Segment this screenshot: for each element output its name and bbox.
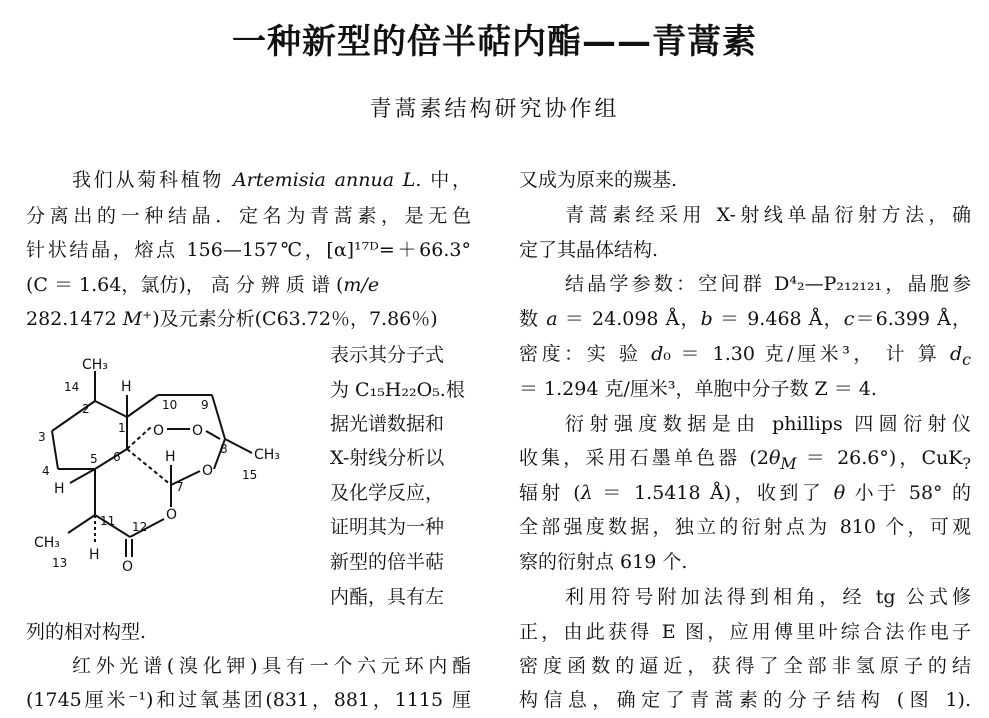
label-n6: 6 (113, 450, 121, 464)
label-n4: 4 (42, 464, 50, 478)
right-line-4: 结晶学参数：空间群 D⁴₂—P₂₁₂₁₂₁，晶胞参 (565, 273, 971, 295)
label-n5: 5 (90, 452, 98, 466)
left-line-5: 282.1472 M⁺)及元素分析(C63.72％，7.86％) (26, 308, 438, 330)
label-h5: H (54, 481, 65, 497)
label-n8: 8 (220, 442, 228, 456)
side-line-2: 为 C₁₅H₂₂O₅.根 (330, 379, 465, 401)
side-line-6: 证明其为一种 (330, 516, 445, 538)
label-h1: H (121, 379, 132, 395)
label-n11: 11 (100, 514, 116, 528)
structure-bonds (52, 371, 252, 557)
side-line-3: 据光谱数据和 (330, 413, 445, 435)
label-ch3-top: CH₃ (82, 357, 108, 373)
label-o-carbonyl: O (122, 559, 134, 575)
right-line-9: 收集，采用石墨单色器 $(2\theta_M = 26.6^\circ)$，CuK$_?$ (519, 447, 972, 473)
right-line-15: 密度函数的逼近，获得了全部非氢原子的结 (519, 655, 971, 677)
left-line-1: 我们从菊科植物 Artemisia annua L. 中， (72, 169, 471, 191)
label-o-a: O (153, 423, 165, 439)
structure-labels (34, 357, 280, 575)
label-n10: 10 (162, 398, 178, 412)
paper-authors: 青蒿素结构研究协作组 (369, 97, 620, 122)
right-line-6: 密度：实 验 d₀ ＝ 1.30 克/厘米³， 计 算 $d_c$ (519, 343, 971, 369)
left-para2-line-1: 红外光谱(溴化钾)具有一个六元环内酯 (72, 655, 471, 677)
label-ch3-left: CH₃ (34, 535, 60, 551)
right-line-2: 青蒿素经采用 X-射线单晶衍射方法，确 (565, 204, 971, 226)
label-o-lactone: O (166, 507, 178, 523)
label-n14: 14 (64, 380, 80, 394)
label-n9: 9 (201, 398, 209, 412)
label-o-ring: O (202, 463, 214, 479)
label-n1: 1 (118, 421, 126, 435)
right-line-11: 全部强度数据，独立的衍射点为 810 个，可观 (519, 516, 971, 538)
label-h11: H (89, 547, 100, 563)
left-line-3: 针状结晶，熔点 156—157℃，[α]¹⁷ᴰ=＋66.3° (26, 239, 471, 261)
right-line-14: 正，由此获得 E 图，应用傅里叶综合法作电子 (519, 621, 971, 643)
left-para2-line-2: (1745厘米⁻¹)和过氧基团(831，881，1115 厘 (26, 689, 471, 711)
label-h7: H (165, 449, 176, 465)
label-n3: 3 (38, 430, 46, 444)
right-line-3: 定了其晶体结构. (519, 239, 659, 261)
paper-title: 一种新型的倍半萜内酯——青蒿素 (232, 22, 757, 62)
label-o-b: O (192, 423, 204, 439)
right-line-5: 数 a ＝ 24.098 Å，b ＝ 9.468 Å，c＝6.399 Å， (519, 308, 972, 330)
right-line-7: ＝ 1.294 克/厘米³，单胞中分子数 Z ＝ 4. (519, 378, 877, 400)
label-n7: 7 (176, 480, 184, 494)
artemisinin-structure-diagram (20, 357, 326, 587)
label-ch3-right: CH₃ (254, 447, 280, 463)
side-line-4: X-射线分析以 (330, 447, 445, 469)
right-line-16: 构信息，确定了青蒿素的分子结构 (图 1). (519, 689, 971, 711)
left-line-after: 列的相对构型. (26, 621, 147, 643)
right-line-1: 又成为原来的羰基. (519, 169, 678, 191)
label-n12: 12 (132, 520, 148, 534)
right-line-8: 衍射强度数据是由 phillips 四圆衍射仪 (565, 413, 971, 435)
side-line-7: 新型的倍半萜 (330, 551, 445, 573)
side-line-8: 内酯，具有左 (330, 586, 445, 608)
left-line-2: 分离出的一种结晶．定名为青蒿素，是无色 (26, 205, 471, 227)
right-line-12: 察的衍射点 619 个. (519, 551, 688, 573)
left-line-4: (C ＝ 1.64，氯仿)， 高 分 辨 质 谱 (m/e (26, 274, 380, 296)
side-line-5: 及化学反应， (330, 482, 445, 504)
right-line-10: 辐射 (λ ＝ 1.5418 Å)，收到了 θ 小于 58° 的 (519, 482, 972, 504)
label-n13: 13 (52, 556, 68, 570)
label-n15: 15 (242, 468, 258, 482)
label-n2: 2 (82, 402, 90, 416)
side-line-1: 表示其分子式 (330, 344, 445, 366)
right-line-13: 利用符号附加法得到相角，经 tg 公式修 (565, 586, 971, 608)
